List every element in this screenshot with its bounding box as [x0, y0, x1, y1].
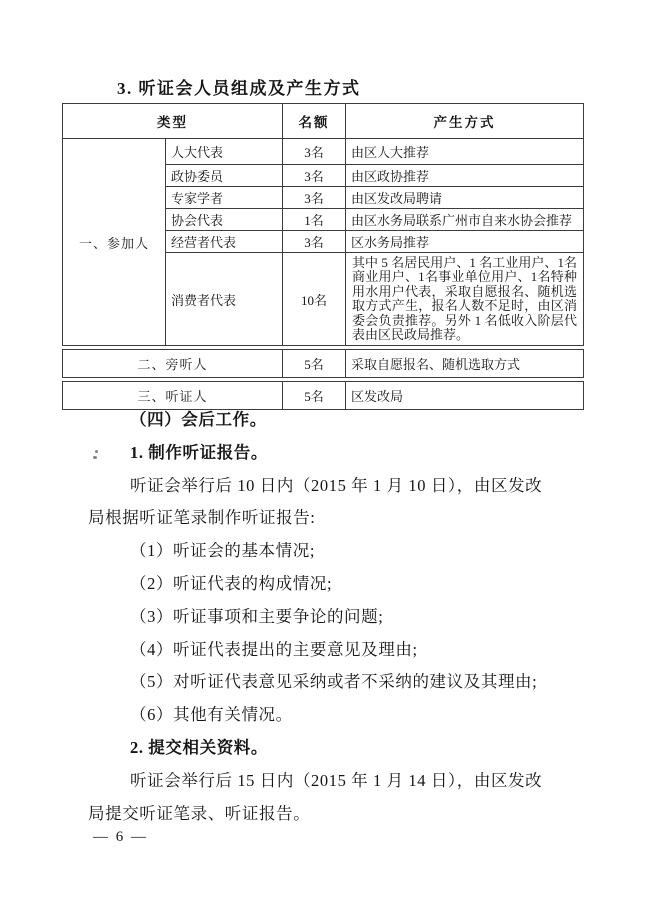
scan-speck [93, 456, 97, 459]
method-cell: 由区发改局聘请 [346, 187, 584, 209]
method-cell: 区水务局推荐 [346, 231, 584, 253]
report-item: （2）听证代表的构成情况; [130, 573, 333, 593]
type-cell: 二、旁听人 [63, 350, 283, 378]
method-cell: 采取自愿报名、随机选取方式 [346, 350, 584, 378]
body-text [88, 404, 583, 830]
type-cell: 协会代表 [166, 209, 283, 231]
section-title: 3. 听证会人员组成及产生方式 [117, 79, 361, 98]
quota-cell: 5名 [283, 382, 346, 410]
quota-cell: 3名 [283, 187, 346, 209]
table-row [63, 350, 584, 378]
heading-submit: 2. 提交相关资料。 [130, 737, 268, 757]
quota-cell: 3名 [283, 231, 346, 253]
header-quota: 名额 [283, 104, 346, 139]
type-cell: 消费者代表 [166, 253, 283, 346]
report-item: （6）其他有关情况。 [130, 705, 293, 725]
type-cell: 专家学者 [166, 187, 283, 209]
paragraph-line: 局根据听证笔录制作听证报告: [88, 508, 316, 528]
participants-label-cell: 一、参加人 [63, 139, 166, 346]
quota-cell: 3名 [283, 139, 346, 165]
report-item: （1）听证会的基本情况; [130, 541, 316, 561]
personnel-table [62, 103, 584, 346]
quota-cell: 3名 [283, 165, 346, 187]
paragraph-line: 听证会举行后 15 日内（2015 年 1 月 14 日），由区发改 [130, 770, 543, 790]
header-type: 类型 [63, 104, 283, 139]
table-row [63, 139, 584, 165]
table-header-row [63, 104, 584, 139]
method-cell: 由区人大推荐 [346, 139, 584, 165]
scan-speck [173, 445, 175, 447]
quota-cell: 10名 [283, 253, 346, 346]
heading-post-meeting: （四）会后工作。 [130, 410, 267, 429]
page-number: — 6 — [93, 829, 148, 845]
method-cell: 其中 5 名居民用户、1 名工业用户、1名商业用户、1名事业单位用户、1名特种用水用户代表，采取自愿报名、随机选取方式产生，报名人数不足时，由区消委会负责推荐。另外 1 名低收入阶层代表由区民政局推荐。 [346, 253, 584, 346]
header-method: 产生方式 [346, 104, 584, 139]
heading-report: 1. 制作听证报告。 [130, 442, 268, 462]
quota-cell: 1名 [283, 209, 346, 231]
type-cell: 人大代表 [166, 139, 283, 165]
method-cell: 区发改局 [346, 382, 584, 410]
report-item: （3）听证事项和主要争论的问题; [130, 606, 384, 626]
scan-speck [95, 450, 98, 453]
type-cell: 三、听证人 [63, 382, 283, 410]
personnel-table-wrap [62, 103, 583, 410]
paragraph-line: 听证会举行后 10 日内（2015 年 1 月 10 日），由区发改 [130, 475, 543, 495]
observer-table [62, 349, 584, 378]
method-cell: 由区水务局联系广州市自来水协会推荐 [346, 209, 584, 231]
report-item: （5）对听证代表意见采纳或者不采纳的建议及其理由; [130, 672, 538, 692]
type-cell: 政协委员 [166, 165, 283, 187]
method-cell: 由区政协推荐 [346, 165, 584, 187]
paragraph-line: 局提交听证笔录、听证报告。 [88, 803, 311, 823]
report-item: （4）听证代表提出的主要意见及理由; [130, 639, 418, 659]
type-cell: 经营者代表 [166, 231, 283, 253]
quota-cell: 5名 [283, 350, 346, 378]
